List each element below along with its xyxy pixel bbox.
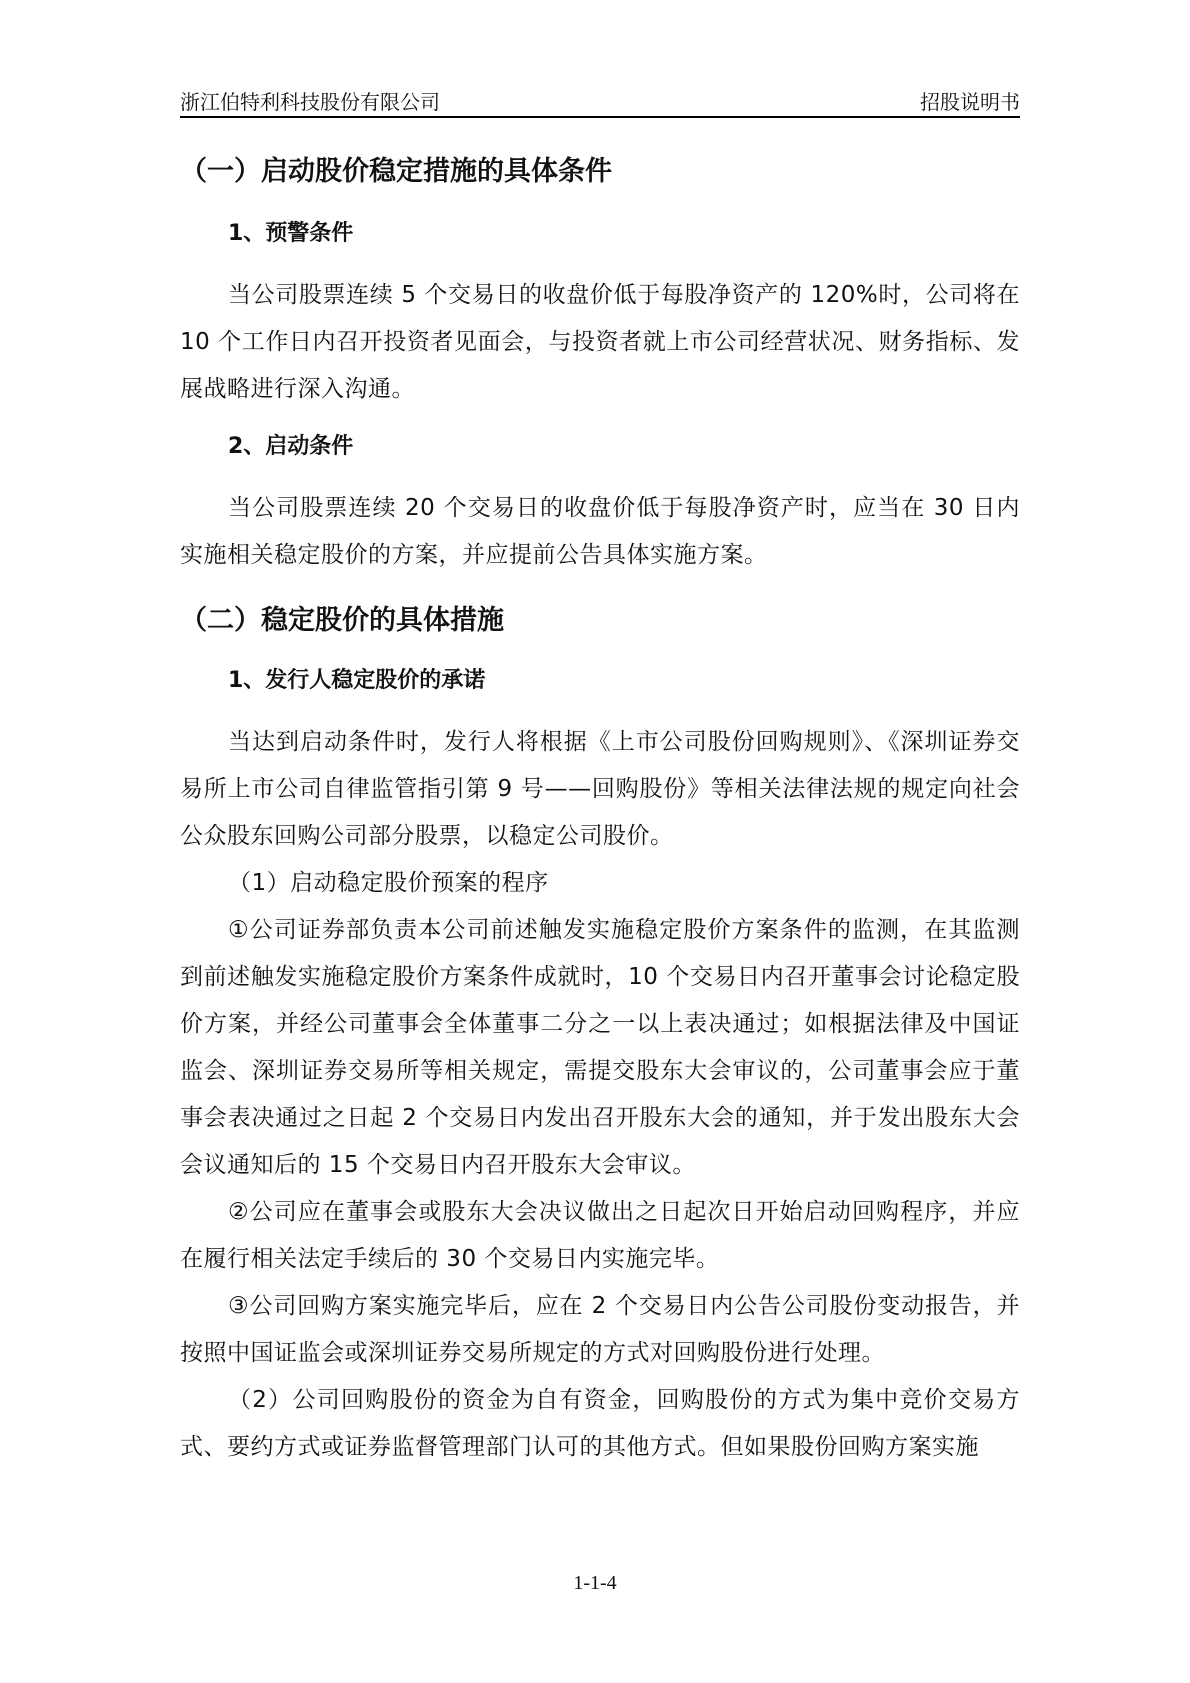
page-header	[180, 82, 1020, 118]
company-name: 浙江伯特利科技股份有限公司	[180, 90, 440, 114]
paragraph-trigger: 当公司股票连续 20 个交易日的收盘价低于每股净资产时，应当在 30 日内实施相关稳定股价的方案，并应提前公告具体实施方案。	[180, 495, 1020, 568]
section-heading-1: （一）启动股价稳定措施的具体条件	[180, 156, 612, 187]
section-heading-2: （二）稳定股价的具体措施	[180, 605, 504, 636]
paragraph-procedure-1: ①公司证券部负责本公司前述触发实施稳定股价方案条件的监测，在其监测到前述触发实施稳定股价方案条件成就时，10 个交易日内召开董事会讨论稳定股价方案，并经公司董事会全体董事二分之一以上表决通过；如根据法律及中国证监会、深圳证券交易所等相关规定，需提交股东大会审议的，公司董事会应于董事会表决通过之日起 2 个交易日内发出召开股东大会的通知，并于发出股东大会会议通知后的 15 个交易日内召开股东大会审议。	[180, 917, 1020, 1178]
page-number: 1-1-4	[573, 1572, 617, 1594]
document-type: 招股说明书	[920, 90, 1020, 114]
subsection-heading-trigger: 2、启动条件	[228, 434, 354, 459]
paragraph-commitment: 当达到启动条件时，发行人将根据《上市公司股份回购规则》、《深圳证券交易所上市公司自律监管指引第 9 号——回购股份》等相关法律法规的规定向社会公众股东回购公司部分股票，以稳定公司股价。	[180, 729, 1020, 849]
paragraph-warning: 当公司股票连续 5 个交易日的收盘价低于每股净资产的 120%时，公司将在 10 个工作日内召开投资者见面会，与投资者就上市公司经营状况、财务指标、发展战略进行深入沟通。	[180, 282, 1020, 402]
paragraph-procedure-3: ③公司回购方案实施完毕后，应在 2 个交易日内公告公司股份变动报告，并按照中国证监会或深圳证券交易所规定的方式对回购股份进行处理。	[180, 1293, 1020, 1366]
paragraph-procedure-title: （1）启动稳定股价预案的程序	[228, 870, 549, 896]
document-body	[180, 150, 1020, 1471]
paragraph-funding: （2）公司回购股份的资金为自有资金，回购股份的方式为集中竞价交易方式、要约方式或证券监督管理部门认可的其他方式。但如果股份回购方案实施	[180, 1387, 1020, 1460]
subsection-heading-commitment: 1、发行人稳定股价的承诺	[228, 668, 486, 693]
paragraph-procedure-2: ②公司应在董事会或股东大会决议做出之日起次日开始启动回购程序，并应在履行相关法定手续后的 30 个交易日内实施完毕。	[180, 1199, 1020, 1272]
subsection-heading-warning: 1、预警条件	[228, 221, 354, 246]
